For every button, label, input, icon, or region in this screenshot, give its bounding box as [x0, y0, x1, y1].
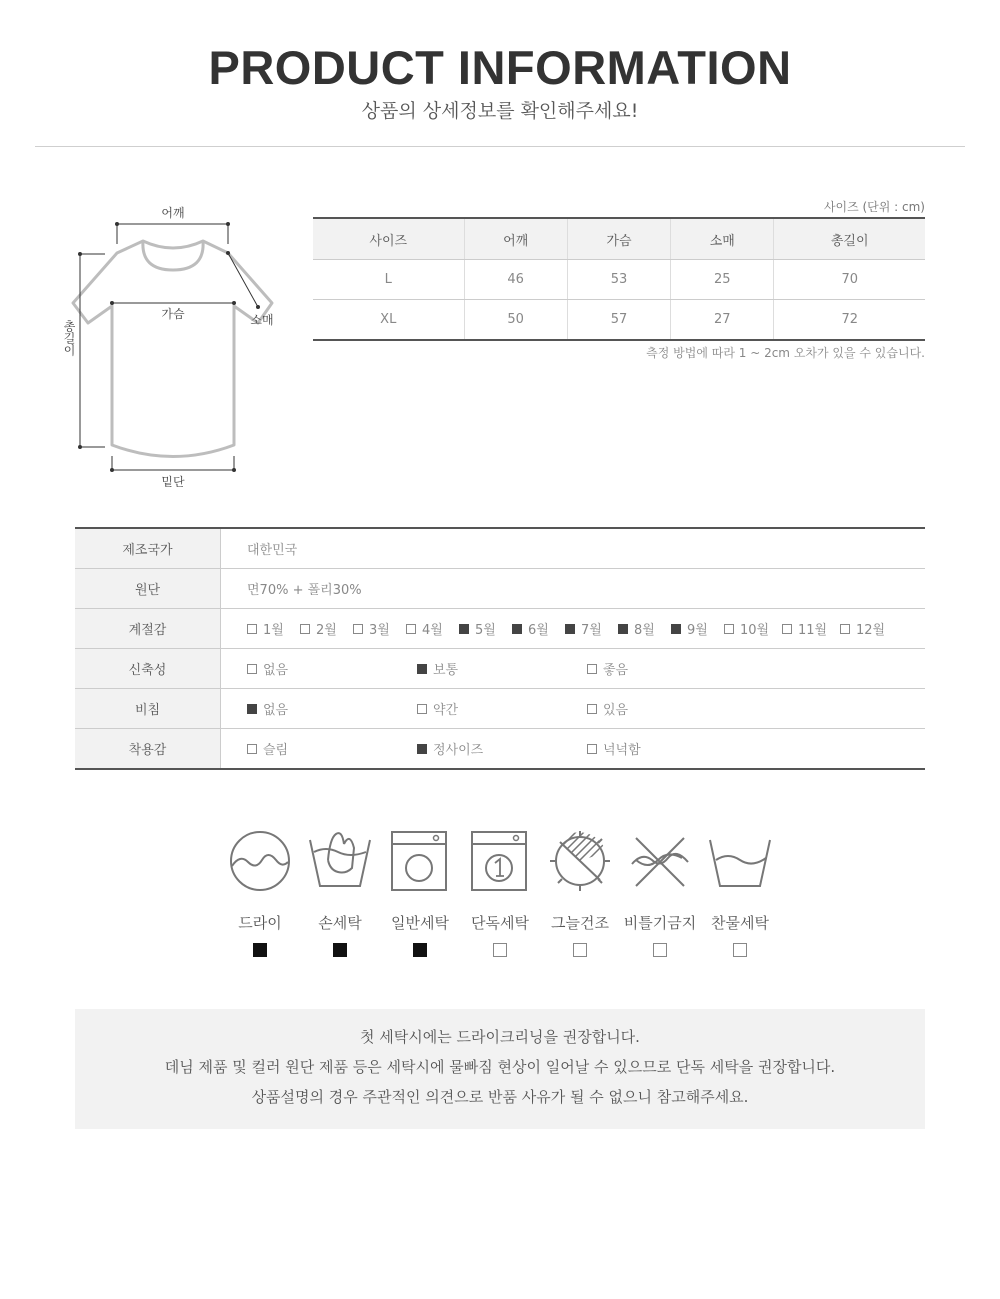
- option-checkbox: [512, 624, 522, 634]
- page-title: PRODUCT INFORMATION: [208, 41, 792, 94]
- option-checkbox: [671, 624, 681, 634]
- care-label: 단독세탁: [471, 914, 529, 932]
- option-label: 10월: [740, 623, 770, 638]
- table-row: [75, 609, 925, 649]
- dry-clean-icon: [228, 830, 292, 892]
- do-not-wring-icon: [628, 830, 692, 892]
- option-item: [587, 659, 757, 678]
- care-label: 손세탁: [318, 914, 362, 932]
- care-checkbox: [653, 943, 667, 957]
- care-label: 그늘건조: [551, 914, 609, 932]
- option-item: [512, 619, 565, 638]
- option-item: [618, 619, 671, 638]
- option-item: [417, 739, 587, 758]
- size-cell: XL: [313, 300, 464, 341]
- option-checkbox: [353, 624, 363, 634]
- wash-separately-icon: [468, 830, 532, 892]
- option-item: [300, 619, 353, 638]
- care-item-do-not-wring: [620, 830, 700, 957]
- care-checkbox: [493, 943, 507, 957]
- option-item: [671, 619, 724, 638]
- option-item: [840, 619, 898, 638]
- option-item: [247, 739, 417, 758]
- option-checkbox: [300, 624, 310, 634]
- option-label: 넉넉함: [603, 743, 641, 758]
- notice-line: 데님 제품 및 컬러 원단 제품 등은 세탁시에 물빠짐 현상이 일어날 수 있으므로 단독 세탁을 권장합니다.: [164, 1058, 836, 1076]
- size-cell: 57: [567, 300, 670, 341]
- care-checkbox: [733, 943, 747, 957]
- option-label: 11월: [798, 623, 828, 638]
- care-item-dry-clean: [220, 830, 300, 957]
- size-cell: 27: [671, 300, 774, 341]
- option-item: [459, 619, 512, 638]
- option-label: 3월: [369, 623, 390, 638]
- option-checkbox: [247, 624, 257, 634]
- length-label: 총길이: [62, 320, 76, 356]
- option-checkbox: [417, 704, 427, 714]
- attr-label-fit: 착용감: [75, 729, 221, 770]
- option-checkbox: [565, 624, 575, 634]
- option-label: 9월: [687, 623, 708, 638]
- hand-wash-icon: [308, 830, 372, 892]
- size-footnote: 측정 방법에 따라 1 ~ 2cm 오차가 있을 수 있습니다.: [646, 346, 925, 360]
- size-header-cell: 어깨: [464, 218, 567, 260]
- attr-value-sheer: [221, 689, 926, 729]
- option-checkbox: [587, 664, 597, 674]
- care-item-machine-wash: [380, 830, 460, 957]
- option-item: [247, 699, 417, 718]
- size-header-cell: 총길이: [774, 218, 925, 260]
- size-header-cell: 소매: [671, 218, 774, 260]
- option-checkbox: [247, 744, 257, 754]
- attr-label-season: 계절감: [75, 609, 221, 649]
- option-checkbox: [724, 624, 734, 634]
- attr-label-fabric: 원단: [75, 569, 221, 609]
- size-cell: 70: [774, 260, 925, 300]
- option-label: 6월: [528, 623, 549, 638]
- attr-value-fit: [221, 729, 926, 770]
- option-label: 정사이즈: [433, 743, 484, 758]
- notice-line: 상품설명의 경우 주관적인 의견으로 반품 사유가 될 수 없으니 참고해주세요.: [251, 1088, 749, 1106]
- table-row: [75, 528, 925, 569]
- care-item-hand-wash: [300, 830, 380, 957]
- option-checkbox: [247, 704, 257, 714]
- option-checkbox: [587, 744, 597, 754]
- header-divider: [35, 146, 965, 147]
- table-row: [313, 300, 925, 341]
- option-item: [587, 739, 757, 758]
- size-unit-note: 사이즈 (단위 : cm): [823, 200, 925, 214]
- cold-wash-icon: [708, 830, 772, 892]
- size-header-cell: 사이즈: [313, 218, 464, 260]
- table-row: [75, 569, 925, 609]
- page-subtitle: 상품의 상세정보를 확인해주세요!: [361, 100, 639, 122]
- option-checkbox: [587, 704, 597, 714]
- care-checkbox: [253, 943, 267, 957]
- table-row: [75, 649, 925, 689]
- size-cell: 72: [774, 300, 925, 341]
- shirt-measurement-diagram: [55, 200, 295, 500]
- table-row: [313, 260, 925, 300]
- attr-label-country: 제조국가: [75, 528, 221, 569]
- option-item: [724, 619, 782, 638]
- size-cell: 53: [567, 260, 670, 300]
- option-item: [417, 659, 587, 678]
- shoulder-label: 어깨: [161, 206, 185, 220]
- shirt-outline: [73, 241, 272, 457]
- attr-value-stretch: [221, 649, 926, 689]
- size-cell: 50: [464, 300, 567, 341]
- option-label: 7월: [581, 623, 602, 638]
- option-label: 1월: [263, 623, 284, 638]
- option-label: 12월: [856, 623, 886, 638]
- option-checkbox: [406, 624, 416, 634]
- option-checkbox: [618, 624, 628, 634]
- option-checkbox: [782, 624, 792, 634]
- option-label: 5월: [475, 623, 496, 638]
- attr-label-sheer: 비침: [75, 689, 221, 729]
- option-label: 없음: [263, 663, 289, 678]
- care-checkbox: [333, 943, 347, 957]
- attribute-table: [75, 527, 925, 770]
- attr-value-fabric: 면70% + 폴리30%: [221, 569, 926, 609]
- care-item-wash-separately: [460, 830, 540, 957]
- notice-line: 첫 세탁시에는 드라이크리닝을 권장합니다.: [360, 1028, 640, 1046]
- attr-label-stretch: 신축성: [75, 649, 221, 689]
- size-table-header-row: [313, 218, 925, 260]
- chest-label: 가슴: [161, 307, 185, 321]
- option-label: 슬림: [263, 743, 289, 758]
- attr-value-country: 대한민국: [221, 528, 926, 569]
- option-item: [417, 699, 587, 718]
- size-header-cell: 가슴: [567, 218, 670, 260]
- option-item: [406, 619, 459, 638]
- care-checkbox: [413, 943, 427, 957]
- care-item-shade-dry: [540, 830, 620, 957]
- option-checkbox: [417, 664, 427, 674]
- option-label: 보통: [433, 663, 459, 678]
- option-checkbox: [459, 624, 469, 634]
- option-item: [247, 619, 300, 638]
- notice-box: [75, 1009, 925, 1129]
- option-item: [587, 699, 757, 718]
- care-label: 비틀기금지: [623, 914, 697, 932]
- size-cell: L: [313, 260, 464, 300]
- care-label: 일반세탁: [391, 914, 449, 932]
- option-label: 있음: [603, 703, 629, 718]
- size-table: [313, 217, 925, 341]
- shade-dry-icon: [548, 830, 612, 892]
- machine-wash-icon: [388, 830, 452, 892]
- option-item: [782, 619, 840, 638]
- option-checkbox: [840, 624, 850, 634]
- option-label: 4월: [422, 623, 443, 638]
- care-checkbox: [573, 943, 587, 957]
- option-item: [353, 619, 406, 638]
- care-label: 찬물세탁: [711, 914, 769, 932]
- option-item: [565, 619, 618, 638]
- option-label: 8월: [634, 623, 655, 638]
- size-cell: 46: [464, 260, 567, 300]
- option-checkbox: [247, 664, 257, 674]
- option-checkbox: [417, 744, 427, 754]
- size-cell: 25: [671, 260, 774, 300]
- option-item: [247, 659, 417, 678]
- hem-label: 밑단: [161, 475, 185, 489]
- option-label: 약간: [433, 703, 459, 718]
- sleeve-label: 소매: [250, 313, 274, 327]
- table-row: [75, 689, 925, 729]
- care-label: 드라이: [238, 914, 282, 932]
- option-label: 좋음: [603, 663, 629, 678]
- attr-value-season: [221, 609, 926, 649]
- table-row: [75, 729, 925, 770]
- option-label: 2월: [316, 623, 337, 638]
- option-label: 없음: [263, 703, 289, 718]
- care-item-cold-wash: [700, 830, 780, 957]
